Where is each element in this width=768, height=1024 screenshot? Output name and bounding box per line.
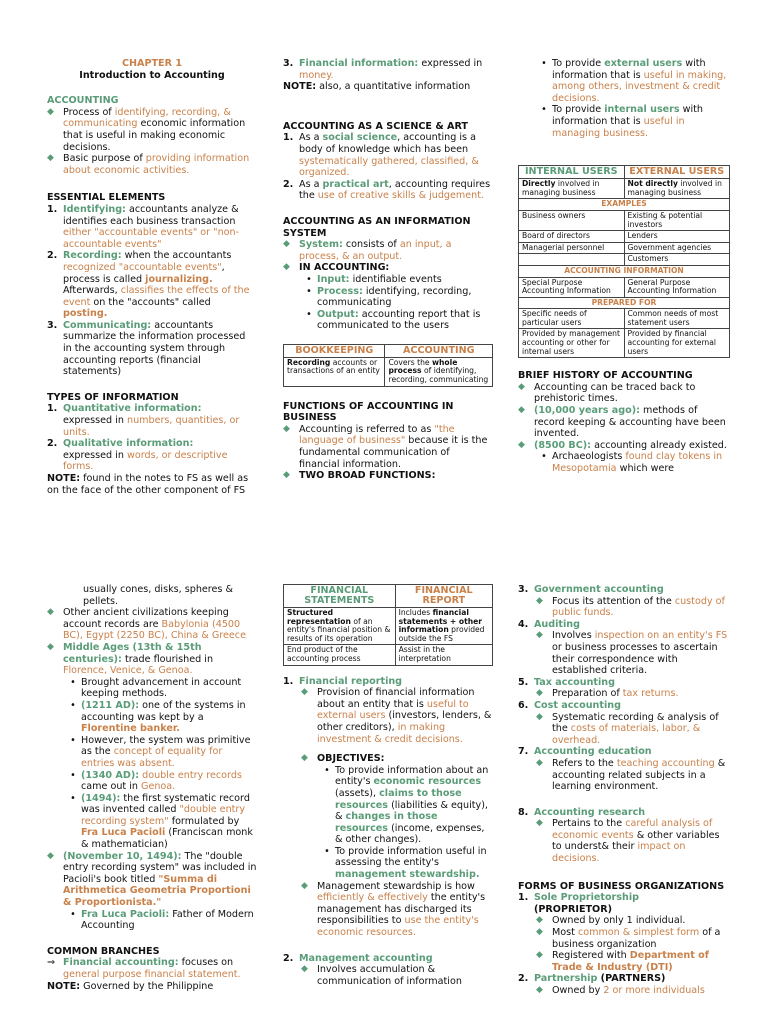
diamond-bullet-icon: ◆ xyxy=(301,880,308,891)
list-item: • (1494): the first systematic record was invented called "double entry recording system" formulated by Fra Luca Pacioli (Franciscan monk & mathematician) xyxy=(70,792,253,851)
list-item: 1. Identifying: accountants analyze & identifies each business transaction either "accountable events" or "non-accountable events" xyxy=(47,203,240,250)
list-item: ◆ (10,000 years ago): methods of record keeping & accounting have been invented. xyxy=(518,405,726,440)
diamond-bullet-icon: ◆ xyxy=(518,381,525,392)
business-forms-heading: FORMS OF BUSINESS ORGANIZATIONS xyxy=(518,880,725,892)
list-item: ◆ (8500 BC): accounting already existed. xyxy=(518,439,727,451)
diamond-bullet-icon: ◆ xyxy=(518,405,525,416)
list-item: ◆ Preparation of tax returns. xyxy=(536,688,679,700)
list-item: ◆ Provision of financial information about an entity that is useful to external users (investors, lenders, & other creditors), in making investment & credit decisions. xyxy=(301,687,492,745)
list-item: 2. As a practical art, accounting requires the use of creative skills & judgement. xyxy=(283,178,491,202)
list-item: ◆ Process of identifying, recording, & communicating economic information that is useful in making economic decisions. xyxy=(47,106,246,153)
essential-elements-heading: ESSENTIAL ELEMENTS xyxy=(47,192,166,204)
diamond-bullet-icon: ◆ xyxy=(283,262,290,273)
diamond-bullet-icon: ◆ xyxy=(301,964,308,975)
diamond-bullet-icon: ◆ xyxy=(283,470,290,481)
diamond-bullet-icon: ◆ xyxy=(47,106,54,117)
types-of-information-heading: TYPES OF INFORMATION xyxy=(47,391,179,403)
column-2-bottom xyxy=(283,584,493,987)
diamond-bullet-icon: ◆ xyxy=(536,688,543,699)
list-item: ◆ Involves inspection on an entity's FS or business processes to ascertain their correspondence with established criteria. xyxy=(536,630,728,677)
list-item: ◆ OBJECTIVES: xyxy=(301,753,385,765)
list-item: • To provide external users with information that is useful in making, among others, investment & credit decisions. xyxy=(541,58,727,104)
list-item: 1. Financial reporting xyxy=(283,675,403,687)
diamond-bullet-icon: ◆ xyxy=(47,153,54,164)
column-2-top xyxy=(283,58,493,482)
list-item: ◆ (November 10, 1494): The "double entry recording system" was included in Pacioli's book titled "Summa di Arithmetica Geometria Proportioni & Proportionista." xyxy=(47,850,257,909)
note: NOTE: Governed by the Philippine xyxy=(47,980,214,992)
list-item: ◆ IN ACCOUNTING: xyxy=(283,262,390,274)
list-item: • To provide information useful in assessing the entity's management stewardship. xyxy=(324,845,487,881)
functions-heading: FUNCTIONS OF ACCOUNTING IN BUSINESS xyxy=(283,400,454,424)
information-system-heading: ACCOUNTING AS AN INFORMATION SYSTEM xyxy=(283,215,471,239)
diamond-bullet-icon: ◆ xyxy=(301,687,308,698)
diamond-bullet-icon: ◆ xyxy=(536,595,543,606)
list-item: ◆ Other ancient civilizations keeping account records are Babylonia (4500 BC), Egypt (2250 BC), China & Greece xyxy=(47,607,246,642)
list-item: ◆ Pertains to the careful analysis of economic events & other variables to underst& their impact on decisions. xyxy=(536,818,720,865)
list-item: 1. As a social science, accounting is a body of knowledge which has been systematically gathered, classified, & organized. xyxy=(283,132,479,179)
list-item: 5. Tax accounting xyxy=(518,676,615,688)
diamond-bullet-icon: ◆ xyxy=(536,630,543,641)
column-3-top xyxy=(518,58,730,475)
list-item: ◆ Involves accumulation & communication of information xyxy=(301,964,462,987)
list-item: • Archaeologists found clay tokens in Mesopotamia which were xyxy=(541,451,723,474)
diamond-bullet-icon: ◆ xyxy=(536,711,543,722)
diamond-bullet-icon: ◆ xyxy=(536,985,543,995)
list-item: • Process: identifying, recording, communicating xyxy=(306,285,472,309)
list-item: 1. Sole Proprietorship (PROPRIETOR) xyxy=(518,892,639,915)
diamond-bullet-icon: ◆ xyxy=(47,607,54,618)
chapter-label: CHAPTER 1 xyxy=(121,58,183,69)
list-item: 1. Quantitative information: expressed in numbers, quantities, or units. xyxy=(47,403,240,438)
list-item: • (1340 AD): double entry records came out in Genoa. xyxy=(70,769,242,793)
list-item: • However, the system was primitive as the concept of equality for entries was absent. xyxy=(70,734,251,769)
list-item: • Output: accounting report that is communicated to the users xyxy=(306,308,481,332)
list-item: • To provide internal users with information that is useful in managing business. xyxy=(541,104,704,139)
list-item: ◆ Middle Ages (13th & 15th centuries): trade flourished in Florence, Venice, & Genoa. xyxy=(47,641,214,677)
list-item: • To provide information about an entity's economic resources (assets), claims to those resources (liabilities & equity), & changes in those resources (income, expenses, & other changes). xyxy=(324,764,489,846)
diamond-bullet-icon: ◆ xyxy=(47,641,54,652)
note: NOTE: also, a quantitative information xyxy=(283,81,471,93)
list-item: ◆ Accounting can be traced back to prehistoric times. xyxy=(518,381,696,405)
list-item: 6. Cost accounting xyxy=(518,699,621,711)
list-item: ◆ Basic purpose of providing information about economic activities. xyxy=(47,153,250,176)
bookkeeping-vs-accounting-table: BOOKKEEPING ACCOUNTING Recording accounts or transactions of an entity Covers the whole process of identifying, recording, communicating xyxy=(283,344,493,387)
diamond-bullet-icon: ◆ xyxy=(536,915,543,926)
column-1-bottom: usually cones, disks, spheres & pellets. ◆ Other ancient civilizations keeping account records are Babylonia (4500 BC), Egypt (2250 BC), China & Greece ◆ Middle Ages (13th & 15th centuries): trade flourished in Florence, Venice, & Genoa. • Brought advancement in account keeping methods. • (1211 AD): one of the systems in accounting was kept by a Florentine banker. • However, the system was primitive as the concept of equality for entries was absent. • (1340 AD): double entry records came out in Genoa. • (1494): the first systematic record was invented called "double entry recording system" formulated by Fra Luca Pacioli (Franciscan monk & mathematician) ◆ (November 10, 1494): The "double entry recording system" was included in Pacioli's book titled "Summa di Arithmetica Geometria Proportioni & Proportionista." • Fra Luca Pacioli: Father of Modern Accounting COMMON BRANCHES ⇒ Financial accounting: focuses on general purpose financial statement. NOTE: Governed by the Philippine xyxy=(47,584,257,992)
accounting-heading: ACCOUNTING xyxy=(47,95,119,107)
list-item: ◆ System: consists of an input, a process, & an output. xyxy=(283,239,452,262)
list-item: • Brought advancement in account keeping methods. xyxy=(70,676,242,700)
arrow-bullet-icon: ⇒ xyxy=(47,957,56,969)
list-item: ◆ Refers to the teaching accounting & accounting related subjects in a learning environment. xyxy=(536,757,726,793)
list-item: 4. Auditing xyxy=(518,618,580,630)
list-item: ◆ TWO BROAD FUNCTIONS: xyxy=(283,470,436,482)
note: NOTE: found in the notes to FS as well as on the face of the other component of FS xyxy=(47,473,249,496)
list-item: 3. Communicating: accountants summarize the information processed in the accounting system through accounting reports (financial statements) xyxy=(47,319,246,378)
list-item: 2. Qualitative information: expressed in words, or descriptive forms. xyxy=(47,438,228,473)
list-item: 3. Government accounting xyxy=(518,584,664,595)
list-item: • Input: identifiable events xyxy=(306,273,442,285)
users-table: INTERNAL USERS EXTERNAL USERS Directly involved in managing business Not directly involved in managing business EXAMPLES Business owners Existing & potential investors Board of directors Lenders Managerial personnel Government agencies Customers ACCOUNTING INFORMATION Special Purpose Accounting Information General Purpose Accounting Information PREPARED FOR Specific needs of particular users Common needs of most statement users Provided by management accounting or other for internal users Provided by financial accounting for external users xyxy=(518,165,730,358)
common-branches-heading: COMMON BRANCHES xyxy=(47,945,160,957)
list-item: • Fra Luca Pacioli: Father of Modern Accounting xyxy=(70,908,254,932)
list-item: ⇒ Financial accounting: focuses on general purpose financial statement. xyxy=(47,957,241,980)
list-item: 8. Accounting research xyxy=(518,806,646,818)
diamond-bullet-icon: ◆ xyxy=(283,239,290,250)
list-item: ◆ Accounting is referred to as "the language of business" because it is the fundamental communication of financial information. xyxy=(283,423,488,470)
history-heading: BRIEF HISTORY OF ACCOUNTING xyxy=(518,370,693,382)
list-item: 2. Partnership (PARTNERS) xyxy=(518,973,666,985)
list-item: 2. Management accounting xyxy=(283,952,433,964)
diamond-bullet-icon: ◆ xyxy=(536,927,543,938)
list-item: 7. Accounting education xyxy=(518,746,652,758)
list-item: ◆ Most common & simplest form of a business organization xyxy=(536,927,721,950)
list-item: ◆ Owned by only 1 individual. xyxy=(536,915,686,927)
list-item: • (1211 AD): one of the systems in accounting was kept by a Florentine banker. xyxy=(70,699,246,735)
diamond-bullet-icon: ◆ xyxy=(536,950,543,961)
column-3-bottom xyxy=(518,584,730,997)
chapter-title: Introduction to Accounting xyxy=(79,69,225,81)
list-item: ◆ Owned by 2 or more individuals xyxy=(536,985,705,996)
list-item: ◆ Management stewardship is how efficiently & effectively the entity's management has discharged its responsibilities to use the entity's economic resources. xyxy=(301,880,486,939)
diamond-bullet-icon: ◆ xyxy=(301,753,308,764)
diamond-bullet-icon: ◆ xyxy=(536,818,543,829)
diamond-bullet-icon: ◆ xyxy=(283,423,290,434)
science-art-heading: ACCOUNTING AS A SCIENCE & ART xyxy=(283,120,468,132)
list-item: ◆ Registered with Department of Trade & Industry (DTI) xyxy=(536,950,709,973)
financial-statements-vs-report-table: FINANCIAL STATEMENTS FINANCIAL REPORT Structured representation of an entity's financial position & results of its operation Includes financial statements + other information provided outside the FS End product of the accounting process Assist in the interpretation xyxy=(283,584,493,666)
diamond-bullet-icon: ◆ xyxy=(536,757,543,768)
list-item: ◆ Systematic recording & analysis of the costs of materials, labor, & overhead. xyxy=(536,711,719,746)
diamond-bullet-icon: ◆ xyxy=(47,850,54,861)
list-item: 2. Recording: when the accountants recognized "accountable events", process is called journalizing. Afterwards, classifies the effects of the event on the "accounts" called posting. xyxy=(47,250,250,320)
list-item: 3. Financial information: expressed in money. xyxy=(283,58,483,81)
column-1-top xyxy=(47,58,257,496)
diamond-bullet-icon: ◆ xyxy=(518,439,525,450)
list-item: ◆ Focus its attention of the custody of public funds. xyxy=(536,595,725,619)
